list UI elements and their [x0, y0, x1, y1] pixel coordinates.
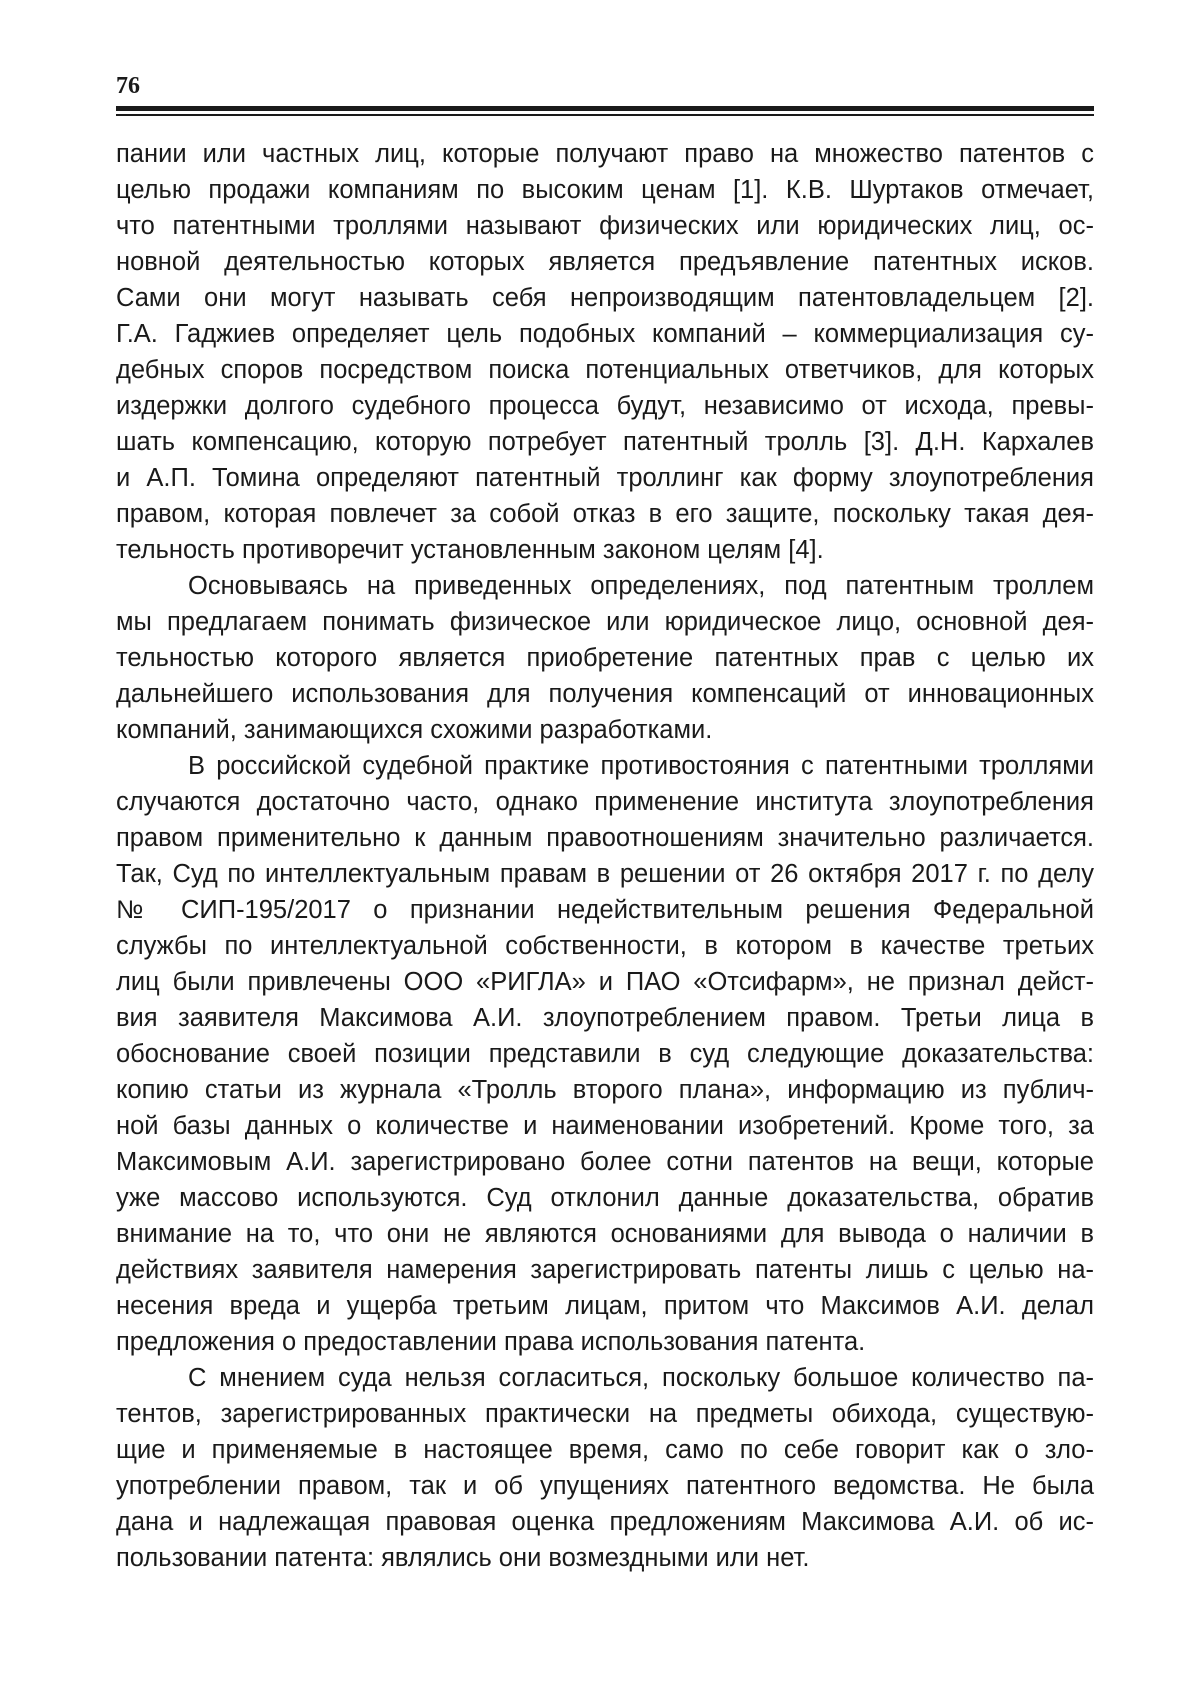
- paragraph: [116, 136, 1094, 568]
- text-line: предложения о предоставлении права использования патента.: [116, 1328, 866, 1356]
- text-line: В российской судебной практике противостояния с патентными троллями: [188, 752, 1094, 780]
- text-line: компаний, занимающихся схожими разработками.: [116, 716, 713, 744]
- paragraph: [116, 568, 1094, 748]
- page-number: 76: [116, 73, 140, 99]
- text-line: Сами они могут называть себя непроизводящим патентовладельцем [2].: [116, 284, 1094, 312]
- text-line: Г.А. Гаджиев определяет цель подобных компаний – коммерциализация су-: [116, 320, 1094, 348]
- text-line: лиц были привлечены ООО «РИГЛА» и ПАО «Отсифарм», не признал дейст-: [116, 968, 1094, 996]
- text-line: действиях заявителя намерения зарегистрировать патенты лишь с целью на-: [116, 1256, 1094, 1284]
- text-line: правом, которая повлечет за собой отказ в его защите, поскольку такая дея-: [116, 500, 1094, 528]
- text-line: щие и применяемые в настоящее время, само по себе говорит как о зло-: [116, 1436, 1094, 1464]
- text-line: Так, Суд по интеллектуальным правам в решении от 26 октября 2017 г. по делу: [116, 860, 1094, 888]
- text-line: вия заявителя Максимова А.И. злоупотреблением правом. Третьи лица в: [116, 1004, 1094, 1032]
- text-line: дальнейшего использования для получения компенсаций от инновационных: [116, 680, 1094, 708]
- text-line: и А.П. Томина определяют патентный троллинг как форму злоупотребления: [116, 464, 1094, 492]
- text-line: тентов, зарегистрированных практически на предметы обихода, существую-: [116, 1400, 1094, 1428]
- text-line: С мнением суда нельзя согласиться, поскольку большое количество па-: [188, 1364, 1094, 1392]
- text-line: ной базы данных о количестве и наименовании изобретений. Кроме того, за: [116, 1112, 1094, 1140]
- text-line: пании или частных лиц, которые получают право на множество патентов с: [116, 140, 1094, 168]
- text-line: службы по интеллектуальной собственности, в котором в качестве третьих: [116, 932, 1094, 960]
- text-line: издержки долгого судебного процесса будут, независимо от исхода, превы-: [116, 392, 1094, 420]
- text-line: несения вреда и ущерба третьим лицам, притом что Максимов А.И. делал: [116, 1292, 1094, 1320]
- paragraph: [116, 748, 1094, 1360]
- text-line: мы предлагаем понимать физическое или юридическое лицо, основной дея-: [116, 608, 1094, 636]
- header-rule-thick: [116, 106, 1094, 111]
- text-line: дебных споров посредством поиска потенциальных ответчиков, для которых: [116, 356, 1094, 384]
- text-line: Основываясь на приведенных определениях, под патентным троллем: [188, 572, 1094, 600]
- text-line: пользовании патента: являлись они возмездными или нет.: [116, 1544, 810, 1572]
- text-line: тельность противоречит установленным законом целям [4].: [116, 536, 824, 564]
- text-line: тельностью которого является приобретение патентных прав с целью их: [116, 644, 1094, 672]
- text-line: целью продажи компаниям по высоким ценам [1]. К.В. Шуртаков отмечает,: [116, 176, 1094, 204]
- paragraph: [116, 1360, 1094, 1576]
- text-line: внимание на то, что они не являются основаниями для вывода о наличии в: [116, 1220, 1094, 1248]
- text-line: Максимовым А.И. зарегистрировано более сотни патентов на вещи, которые: [116, 1148, 1094, 1176]
- text-line: № СИП-195/2017 о признании недействительным решения Федеральной: [116, 896, 1094, 924]
- text-line: случаются достаточно часто, однако применение института злоупотребления: [116, 788, 1094, 816]
- text-line: что патентными троллями называют физических или юридических лиц, ос-: [116, 212, 1094, 240]
- text-line: копию статьи из журнала «Тролль второго плана», информацию из публич-: [116, 1076, 1094, 1104]
- header-rule-thin: [116, 114, 1094, 116]
- text-line: употреблении правом, так и об упущениях патентного ведомства. Не была: [116, 1472, 1094, 1500]
- text-line: шать компенсацию, которую потребует патентный тролль [3]. Д.Н. Кархалев: [116, 428, 1094, 456]
- body-text: [116, 136, 1094, 1576]
- text-line: дана и надлежащая правовая оценка предложениям Максимова А.И. об ис-: [116, 1508, 1094, 1536]
- text-line: обоснование своей позиции представили в суд следующие доказательства:: [116, 1040, 1094, 1068]
- text-line: уже массово используются. Суд отклонил данные доказательства, обратив: [116, 1184, 1094, 1212]
- text-line: правом применительно к данным правоотношениям значительно различается.: [116, 824, 1094, 852]
- text-line: новной деятельностью которых является предъявление патентных исков.: [116, 248, 1094, 276]
